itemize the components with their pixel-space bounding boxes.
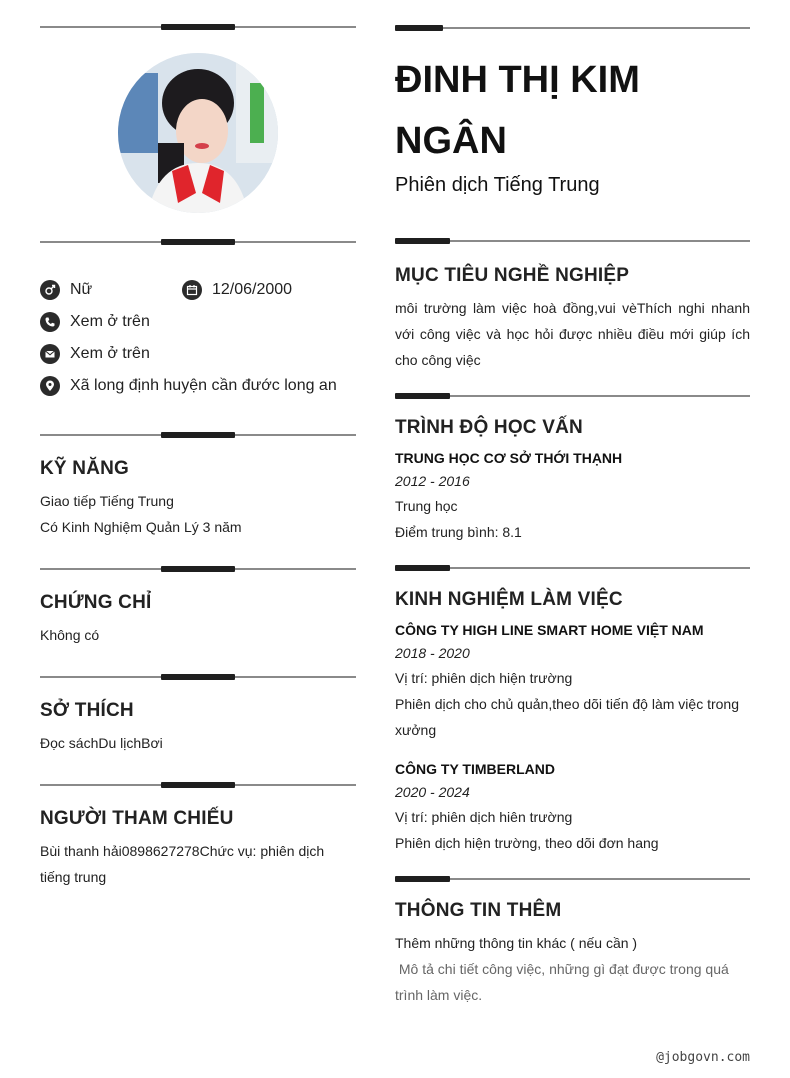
certificates-heading: CHỨNG CHỈ: [40, 592, 152, 613]
experience-heading: KINH NGHIỆM LÀM VIỆC: [395, 589, 623, 610]
education-school: TRUNG HỌC CƠ SỞ THỚI THẠNH: [395, 450, 623, 466]
extra-info-description: Mô tả chi tiết công việc, những gì đạt được trong quá trình làm việc.: [395, 961, 733, 1003]
right-divider-1: [395, 240, 750, 242]
job-period: 2020 - 2024: [395, 784, 470, 800]
job-description: Phiên dịch hiện trường, theo dõi đơn hang: [395, 835, 659, 851]
certificates-text: Không có: [40, 627, 100, 643]
gender-icon: [40, 280, 60, 300]
skill-item: Có Kinh Nghiệm Quản Lý 3 năm: [40, 519, 242, 535]
job-company: CÔNG TY HIGH LINE SMART HOME VIỆT NAM: [395, 622, 704, 638]
gender-text: Nữ: [70, 281, 93, 298]
left-top-divider: [40, 26, 356, 28]
left-divider-5: [40, 784, 356, 786]
left-divider-3: [40, 568, 356, 570]
birthday-row: [182, 280, 292, 300]
extra-info-line: Thêm những thông tin khác ( nếu cần ): [395, 935, 638, 951]
job-period: 2018 - 2020: [395, 645, 470, 661]
left-divider-1: [40, 241, 356, 243]
right-divider-3: [395, 567, 750, 569]
education-period: 2012 - 2016: [395, 473, 470, 489]
email-text: Xem ở trên: [70, 345, 150, 362]
objective-heading: MỤC TIÊU NGHỀ NGHIỆP: [395, 265, 630, 286]
references-heading: NGƯỜI THAM CHIẾU: [40, 808, 234, 829]
address-row: [40, 376, 337, 396]
watermark: @jobgovn.com: [656, 1050, 750, 1065]
education-level: Trung học: [395, 498, 458, 514]
hobbies-text: Đọc sáchDu lịchBơi: [40, 735, 163, 751]
email-row: [40, 344, 150, 364]
job-description: Phiên dịch cho chủ quản,theo dõi tiến độ làm việc trong xưởng: [395, 696, 740, 738]
email-icon: [40, 344, 60, 364]
job-title: Phiên dịch Tiếng Trung: [395, 174, 600, 196]
job-position: Vị trí: phiên dịch hiện trường: [395, 670, 573, 686]
right-divider-2: [395, 395, 750, 397]
candidate-name: ĐINH THỊ KIM NGÂN: [395, 59, 640, 162]
right-top-divider: [395, 27, 750, 29]
left-divider-2: [40, 434, 356, 436]
address-text: Xã long định huyện cần đước long an: [70, 377, 337, 394]
skill-item: Giao tiếp Tiếng Trung: [40, 493, 174, 509]
gender-row: [40, 280, 92, 300]
hobbies-heading: SỞ THÍCH: [40, 700, 134, 721]
education-gpa: Điểm trung bình: 8.1: [395, 524, 522, 540]
left-divider-4: [40, 676, 356, 678]
job-position: Vị trí: phiên dịch hiên trường: [395, 809, 573, 825]
location-pin-icon: [40, 376, 60, 396]
extra-info-heading: THÔNG TIN THÊM: [395, 900, 562, 921]
phone-icon: [40, 312, 60, 332]
job-company: CÔNG TY TIMBERLAND: [395, 761, 555, 777]
phone-text: Xem ở trên: [70, 313, 150, 330]
avatar: [118, 53, 278, 213]
references-text: Bùi thanh hải0898627278Chức vụ: phiên dịch tiếng trung: [40, 843, 325, 885]
right-divider-4: [395, 878, 750, 880]
education-heading: TRÌNH ĐỘ HỌC VẤN: [395, 417, 583, 438]
phone-row: [40, 312, 150, 332]
birthday-text: 12/06/2000: [212, 281, 293, 298]
objective-text: môi trường làm việc hoà đồng,vui vèThích nghi nhanh với công việc và học hỏi được nhiều điều mới giúp ích cho công việc: [395, 300, 750, 368]
calendar-icon: [182, 280, 202, 300]
skills-heading: KỸ NĂNG: [40, 458, 130, 479]
